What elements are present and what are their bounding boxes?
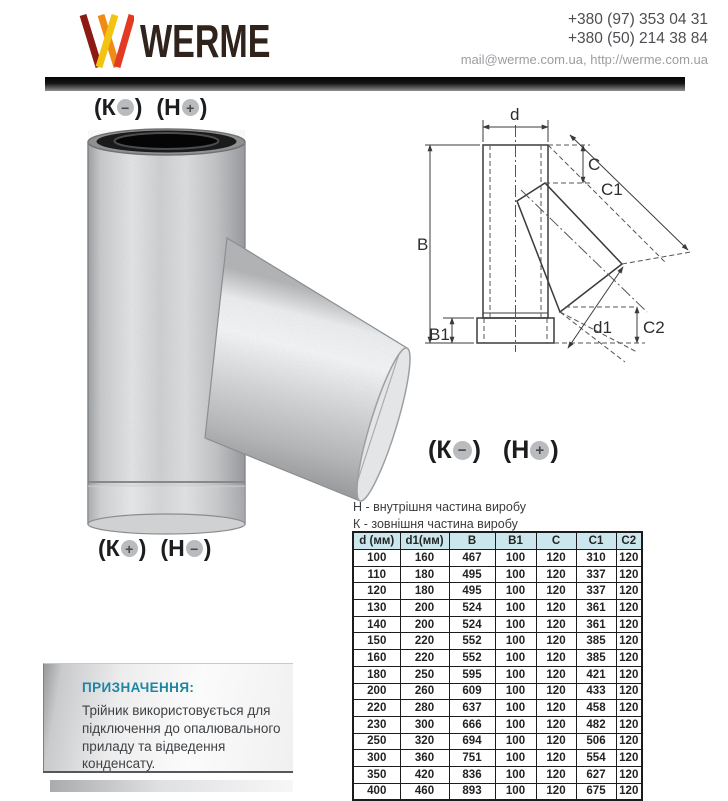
table-cell: 100 [495, 766, 536, 783]
table-cell: 552 [449, 650, 495, 667]
table-cell: 120 [616, 716, 642, 733]
table-cell: 337 [576, 583, 616, 600]
table-cell: 595 [449, 666, 495, 683]
table-cell: 100 [495, 550, 536, 567]
table-cell: 120 [536, 750, 576, 767]
table-cell: 250 [353, 733, 400, 750]
table-cell: 421 [576, 666, 616, 683]
sign-circle: + [121, 540, 138, 557]
table-row [353, 700, 642, 717]
dim-label-c: C [588, 155, 601, 174]
purpose-title: ПРИЗНАЧЕННЯ: [82, 680, 195, 695]
table-cell: 130 [353, 600, 400, 617]
header-divider-bar [45, 77, 685, 91]
table-cell: 320 [400, 733, 449, 750]
table-cell: 310 [576, 550, 616, 567]
table-cell: 180 [353, 666, 400, 683]
table-header-cell: d1(мм) [400, 532, 449, 550]
size-table-body [353, 550, 642, 801]
table-cell: 100 [495, 683, 536, 700]
table-cell: 220 [400, 633, 449, 650]
email-website-line: mail@werme.com.ua, http://werme.com.ua [460, 52, 708, 67]
table-cell: 100 [495, 600, 536, 617]
table-cell: 836 [449, 766, 495, 783]
legend-line-h: Н - внутрішня частина виробу [353, 500, 526, 514]
table-cell: 120 [536, 583, 576, 600]
sign-circle: − [117, 99, 134, 116]
purpose-underline [43, 771, 293, 773]
table-cell: 120 [536, 700, 576, 717]
table-cell: 120 [616, 783, 642, 800]
table-row [353, 600, 642, 617]
table-cell: 120 [616, 700, 642, 717]
table-cell: 385 [576, 633, 616, 650]
legend [353, 499, 526, 533]
table-cell: 120 [616, 750, 642, 767]
marks-photo-bottom [98, 535, 211, 562]
table-cell: 458 [576, 700, 616, 717]
size-table-header-row [353, 532, 642, 550]
table-cell: 100 [495, 750, 536, 767]
table-cell: 482 [576, 716, 616, 733]
table-cell: 120 [536, 766, 576, 783]
table-cell: 120 [616, 633, 642, 650]
table-header-cell: B [449, 532, 495, 550]
legend-line-k: К - зовнішня частина виробу [353, 517, 518, 531]
table-cell: 180 [400, 583, 449, 600]
table-cell: 100 [495, 633, 536, 650]
table-cell: 120 [536, 733, 576, 750]
table-cell: 361 [576, 600, 616, 617]
table-cell: 200 [400, 616, 449, 633]
table-row [353, 766, 642, 783]
table-cell: 100 [495, 716, 536, 733]
table-cell: 506 [576, 733, 616, 750]
dim-label-b1: B1 [429, 325, 450, 344]
dim-label-c1: C1 [601, 180, 623, 199]
table-row [353, 716, 642, 733]
dim-label-d1: d1 [593, 318, 612, 337]
table-cell: 120 [616, 566, 642, 583]
table-cell: 220 [353, 700, 400, 717]
table-cell: 100 [495, 583, 536, 600]
table-cell: 100 [495, 666, 536, 683]
mark: ( Н + ) [156, 94, 208, 120]
brand-name: WERME [140, 15, 271, 67]
mark: ( К − ) [94, 94, 143, 120]
purpose-strip [50, 780, 293, 792]
table-cell: 100 [495, 733, 536, 750]
table-row [353, 616, 642, 633]
dim-label-b: B [417, 235, 429, 254]
table-cell: 467 [449, 550, 495, 567]
table-cell: 120 [616, 733, 642, 750]
table-header-cell: C [536, 532, 576, 550]
table-cell: 385 [576, 650, 616, 667]
table-header-cell: C2 [616, 532, 642, 550]
dim-label-d: d [510, 105, 520, 124]
table-cell: 524 [449, 616, 495, 633]
table-cell: 120 [616, 650, 642, 667]
dimension-diagram [415, 100, 728, 370]
table-cell: 140 [353, 616, 400, 633]
table-cell: 260 [400, 683, 449, 700]
table-row [353, 650, 642, 667]
table-row [353, 550, 642, 567]
dim-label-c2: C2 [643, 318, 665, 337]
mark: ( Н + ) [502, 436, 559, 464]
table-row [353, 566, 642, 583]
logo-w-icon [76, 12, 134, 70]
table-row [353, 633, 642, 650]
table-cell: 200 [353, 683, 400, 700]
table-cell: 666 [449, 716, 495, 733]
table-cell: 694 [449, 733, 495, 750]
table-cell: 120 [616, 683, 642, 700]
table-cell: 495 [449, 583, 495, 600]
table-cell: 100 [353, 550, 400, 567]
table-cell: 100 [495, 700, 536, 717]
marks-diagram [428, 436, 559, 465]
table-row [353, 683, 642, 700]
table-cell: 360 [400, 750, 449, 767]
phone-number-1: +380 (97) 353 04 31 [567, 11, 708, 28]
table-cell: 554 [576, 750, 616, 767]
table-cell: 120 [616, 616, 642, 633]
table-cell: 552 [449, 633, 495, 650]
table-cell: 433 [576, 683, 616, 700]
table-cell: 637 [449, 700, 495, 717]
table-cell: 300 [353, 750, 400, 767]
table-cell: 120 [616, 666, 642, 683]
table-cell: 120 [536, 616, 576, 633]
header-contacts [461, 10, 708, 69]
table-cell: 120 [536, 633, 576, 650]
table-cell: 609 [449, 683, 495, 700]
sign-circle: − [453, 441, 472, 460]
table-cell: 230 [353, 716, 400, 733]
table-cell: 280 [400, 700, 449, 717]
table-cell: 627 [576, 766, 616, 783]
table-cell: 120 [536, 783, 576, 800]
table-cell: 120 [616, 583, 642, 600]
table-cell: 100 [495, 650, 536, 667]
mark: ( Н − ) [160, 535, 212, 561]
table-cell: 120 [536, 666, 576, 683]
table-cell: 120 [616, 600, 642, 617]
table-row [353, 666, 642, 683]
table-cell: 350 [353, 766, 400, 783]
table-cell: 220 [400, 650, 449, 667]
size-table [352, 531, 643, 801]
table-cell: 337 [576, 566, 616, 583]
table-cell: 120 [353, 583, 400, 600]
brand-logo [76, 12, 316, 70]
table-cell: 150 [353, 633, 400, 650]
marks-photo-top [94, 94, 207, 121]
table-cell: 300 [400, 716, 449, 733]
table-cell: 120 [536, 716, 576, 733]
table-cell: 460 [400, 783, 449, 800]
mark: ( К − ) [428, 436, 481, 464]
table-cell: 361 [576, 616, 616, 633]
table-row [353, 583, 642, 600]
table-cell: 893 [449, 783, 495, 800]
sign-circle: + [530, 441, 549, 460]
table-cell: 100 [495, 783, 536, 800]
table-header-cell: B1 [495, 532, 536, 550]
table-cell: 120 [536, 683, 576, 700]
purpose-panel [43, 663, 293, 772]
table-cell: 100 [495, 616, 536, 633]
sign-circle: + [182, 99, 199, 116]
table-cell: 160 [400, 550, 449, 567]
mark: ( К + ) [98, 535, 147, 561]
table-cell: 180 [400, 566, 449, 583]
table-cell: 524 [449, 600, 495, 617]
table-cell: 100 [495, 566, 536, 583]
phone-number-2: +380 (50) 214 38 84 [567, 30, 708, 47]
table-cell: 420 [400, 766, 449, 783]
product-photo-tee [55, 120, 420, 535]
table-cell: 120 [536, 550, 576, 567]
table-cell: 400 [353, 783, 400, 800]
table-cell: 110 [353, 566, 400, 583]
table-cell: 250 [400, 666, 449, 683]
table-cell: 495 [449, 566, 495, 583]
table-row [353, 750, 642, 767]
table-cell: 200 [400, 600, 449, 617]
table-cell: 120 [616, 550, 642, 567]
table-cell: 675 [576, 783, 616, 800]
table-row [353, 733, 642, 750]
table-cell: 120 [536, 600, 576, 617]
table-row [353, 783, 642, 800]
table-cell: 120 [616, 766, 642, 783]
table-header-cell: d (мм) [353, 532, 400, 550]
table-cell: 120 [536, 650, 576, 667]
table-cell: 160 [353, 650, 400, 667]
purpose-text: Трійник використовується для підключення до опалювального приладу та відведення конденсату. [82, 703, 281, 772]
table-cell: 120 [536, 566, 576, 583]
table-cell: 751 [449, 750, 495, 767]
sign-circle: − [186, 540, 203, 557]
table-header-cell: C1 [576, 532, 616, 550]
